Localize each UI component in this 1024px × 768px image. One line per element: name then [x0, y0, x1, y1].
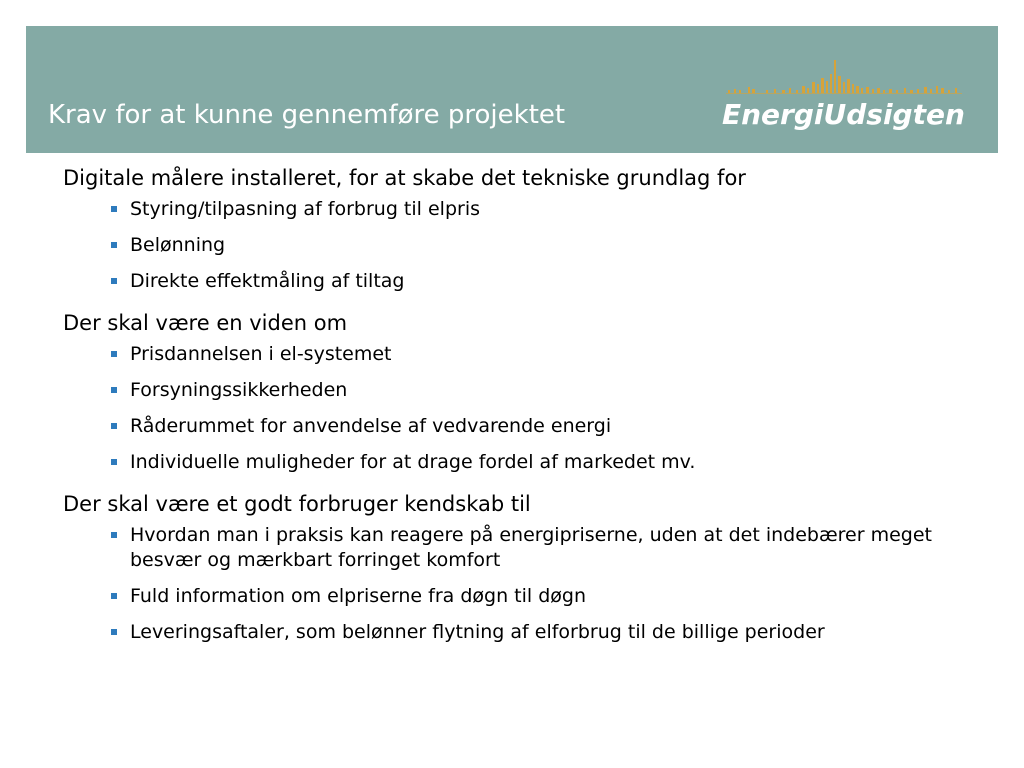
bullet-list — [63, 342, 983, 475]
square-bullet-icon — [111, 351, 117, 357]
section-heading: Der skal være et godt forbruger kendskab til — [63, 492, 531, 516]
energiudsigten-logo — [722, 60, 966, 136]
square-bullet-icon — [111, 387, 117, 393]
bullet-text: Forsyningssikkerheden — [130, 379, 348, 401]
bullet-item — [111, 523, 983, 573]
square-bullet-icon — [111, 629, 117, 635]
square-bullet-icon — [111, 532, 117, 538]
logo-wordmark: EnergiUdsigten — [722, 98, 965, 131]
section — [63, 163, 983, 294]
skyline-icon — [726, 60, 962, 94]
bullet-item — [111, 233, 983, 258]
bullet-item — [111, 197, 983, 222]
section — [63, 489, 983, 645]
bullet-text: Styring/tilpasning af forbrug til elpris — [130, 198, 480, 220]
bullet-text: Prisdannelsen i el-systemet — [130, 343, 392, 365]
section-heading: Der skal være en viden om — [63, 311, 348, 335]
square-bullet-icon — [111, 423, 117, 429]
square-bullet-icon — [111, 593, 117, 599]
bullet-item — [111, 620, 983, 645]
bullet-item — [111, 342, 983, 367]
bullet-item — [111, 414, 983, 439]
section — [63, 308, 983, 475]
slide-title: Krav for at kunne gennemføre projektet — [48, 100, 566, 130]
bullet-item — [111, 584, 983, 609]
bullet-item — [111, 450, 983, 475]
header-bar — [26, 26, 998, 153]
bullet-text: Leveringsaftaler, som belønner flytning af elforbrug til de billige perioder — [130, 621, 825, 643]
bullet-list — [63, 523, 983, 645]
square-bullet-icon — [111, 242, 117, 248]
bullet-list — [63, 197, 983, 294]
square-bullet-icon — [111, 459, 117, 465]
slide-content — [63, 163, 983, 659]
square-bullet-icon — [111, 206, 117, 212]
bullet-text: Direkte effektmåling af tiltag — [130, 270, 405, 292]
square-bullet-icon — [111, 278, 117, 284]
bullet-text: Individuelle muligheder for at drage fordel af markedet mv. — [130, 451, 696, 473]
section-heading: Digitale målere installeret, for at skabe det tekniske grundlag for — [63, 166, 746, 190]
bullet-text: Råderummet for anvendelse af vedvarende energi — [130, 415, 612, 437]
bullet-text: Hvordan man i praksis kan reagere på energipriserne, uden at det indebærer meget besvær og mærkbart forringet komfort — [130, 524, 932, 571]
bullet-text: Belønning — [130, 234, 226, 256]
bullet-item — [111, 269, 983, 294]
bullet-text: Fuld information om elpriserne fra døgn til døgn — [130, 585, 586, 607]
bullet-item — [111, 378, 983, 403]
